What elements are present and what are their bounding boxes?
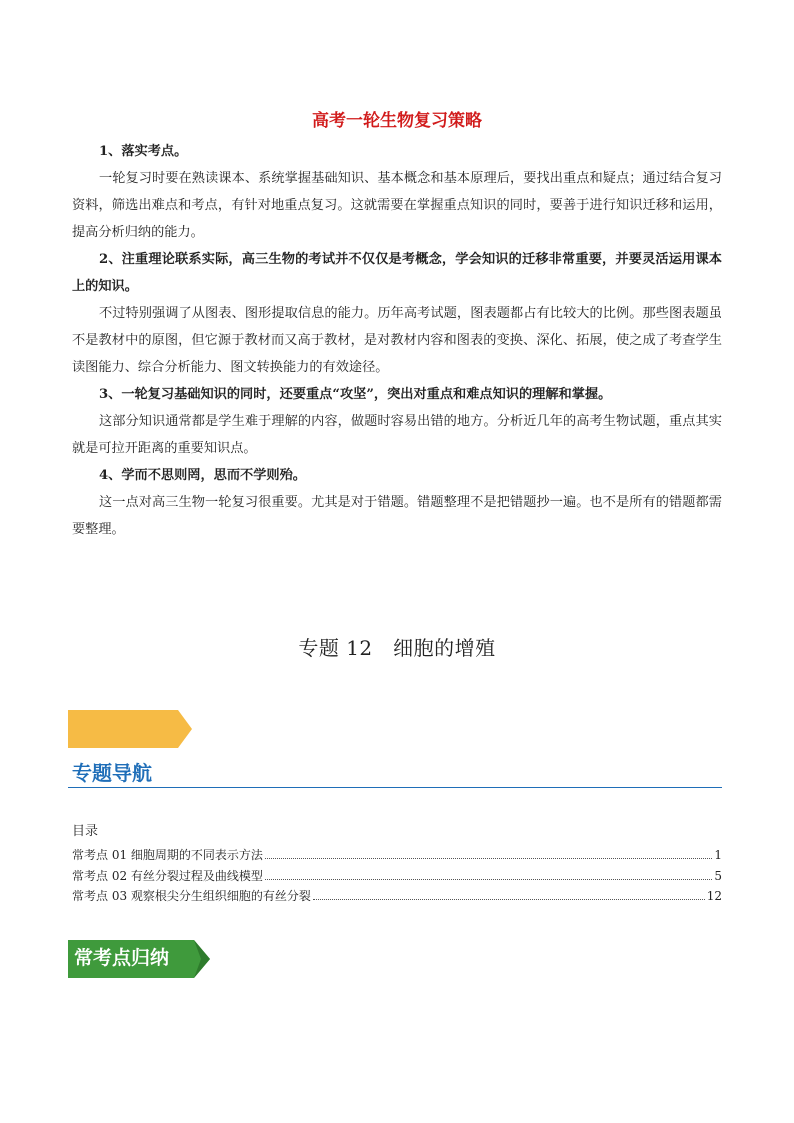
navigation-divider bbox=[68, 787, 722, 788]
toc-leader-dots bbox=[265, 857, 712, 859]
toc-entry-3[interactable] bbox=[72, 886, 722, 904]
section-body-text: 一轮复习时要在熟读课本、系统掌握基础知识、基本概念和基本原理后，要找出重点和疑点；通过结合复习资料，筛选出难点和考点，有针对地重点复习。这就需要在掌握重点知识的同时，要善于进行知识迁移和运用，提高分析归纳的能力。 bbox=[72, 171, 722, 240]
toc-title: 目录 bbox=[72, 824, 99, 839]
topic-title: 专题 12 细胞的增殖 bbox=[298, 636, 496, 660]
toc-entry-label: 常考点 03 观察根尖分生组织细胞的有丝分裂 bbox=[72, 889, 311, 903]
section-1-body bbox=[72, 165, 722, 246]
toc-leader-dots bbox=[265, 878, 712, 880]
toc-page-number: 12 bbox=[706, 889, 722, 903]
toc-leader-dots bbox=[313, 898, 705, 900]
toc-entry-label: 常考点 01 细胞周期的不同表示方法 bbox=[72, 848, 263, 862]
section-body-text: 这部分知识通常都是学生难于理解的内容，做题时容易出错的地方。分析近几年的高考生物试题，重点其实就是可拉开距离的重要知识点。 bbox=[72, 414, 722, 456]
section-2-heading bbox=[72, 246, 722, 300]
orange-banner-shape bbox=[68, 710, 192, 748]
section-body-text: 不过特别强调了从图表、图形提取信息的能力。历年高考试题，图表题都占有比较大的比例。那些图表题虽不是教材中的原图，但它源于教材而又高于教材，是对教材内容和图表的变换、深化、拓展，使之成了考查学生读图能力、综合分析能力、图文转换能力的有效途径。 bbox=[72, 306, 722, 375]
section-4-heading bbox=[72, 462, 722, 489]
section-3-heading bbox=[72, 381, 722, 408]
section-heading-text: 3、一轮复习基础知识的同时，还要重点“攻坚”，突出对重点和难点知识的理解和掌握。 bbox=[99, 387, 612, 402]
navigation-heading: 专题导航 bbox=[72, 761, 152, 785]
toc-page-number: 5 bbox=[714, 869, 722, 883]
section-body-text: 这一点对高三生物一轮复习很重要。尤其是对于错题。错题整理不是把错题抄一遍。也不是所有的错题都需要整理。 bbox=[72, 495, 722, 537]
section-heading-text: 1、落实考点。 bbox=[99, 144, 188, 159]
section-1-heading bbox=[72, 138, 722, 165]
section-2-body bbox=[72, 300, 722, 381]
section-4-body bbox=[72, 489, 722, 543]
section-heading-text: 4、学而不思则罔，思而不学则殆。 bbox=[99, 468, 306, 483]
strategy-title: 高考一轮生物复习策略 bbox=[312, 111, 482, 131]
section-3-body bbox=[72, 408, 722, 462]
toc-entry-2[interactable] bbox=[72, 866, 722, 884]
summary-heading: 常考点归纳 bbox=[74, 947, 170, 969]
toc-page-number: 1 bbox=[714, 848, 722, 862]
toc-entry-1[interactable] bbox=[72, 845, 722, 863]
toc-entry-label: 常考点 02 有丝分裂过程及曲线模型 bbox=[72, 869, 263, 883]
section-heading-text: 2、注重理论联系实际，高三生物的考试并不仅仅是考概念，学会知识的迁移非常重要，并要灵活运用课本上的知识。 bbox=[72, 252, 722, 294]
